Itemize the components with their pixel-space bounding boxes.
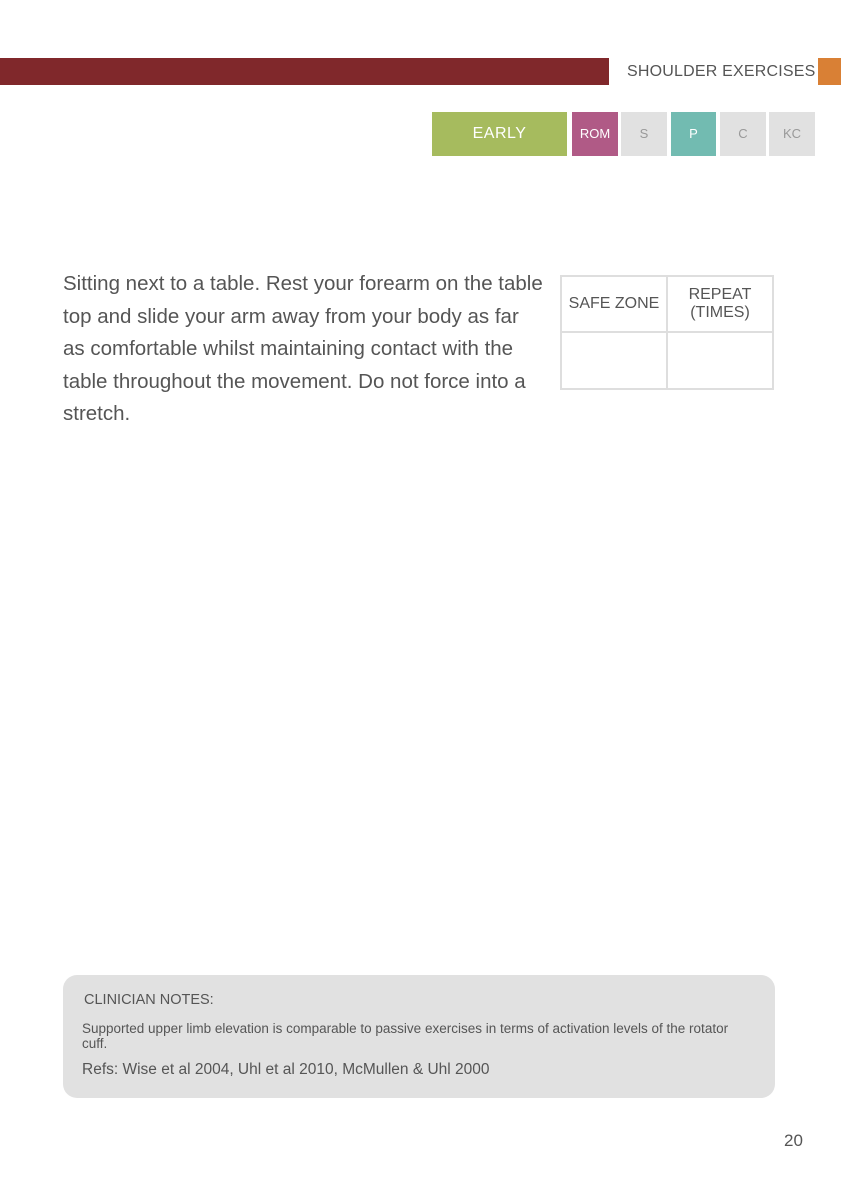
clinician-notes-refs: Refs: Wise et al 2004, Uhl et al 2010, McMullen & Uhl 2000 (82, 1061, 490, 1078)
page-number: 20 (784, 1131, 803, 1150)
safe-zone-value[interactable] (561, 332, 667, 389)
category-tag-c: C (720, 112, 766, 156)
exercise-tracker-table (560, 275, 774, 390)
repeat-times-value[interactable] (667, 332, 773, 389)
header-accent-square (818, 58, 841, 85)
repeat-times-header: REPEAT (TIMES) (667, 276, 773, 332)
section-title: SHOULDER EXERCISES (627, 63, 816, 80)
stage-tag-early: EARLY (432, 112, 567, 156)
clinician-notes-title: CLINICIAN NOTES: (84, 992, 214, 1008)
clinician-notes-body: Supported upper limb elevation is comparable to passive exercises in terms of activation levels of the rotator cuff. (82, 1021, 729, 1051)
category-tag-p: P (671, 112, 716, 156)
tracker-header-row (561, 276, 773, 332)
category-tag-s: S (621, 112, 667, 156)
exercise-instructions: Sitting next to a table. Rest your forearm on the table top and slide your arm away from your body as far as comfortable whilst maintaining contact with the table throughout the movement. Do not force into a stretch. (63, 272, 543, 425)
header-accent-bar (0, 58, 609, 85)
category-tag-rom: ROM (572, 112, 618, 156)
tracker-value-row (561, 332, 773, 389)
clinician-notes-panel (63, 975, 775, 1098)
safe-zone-header: SAFE ZONE (561, 276, 667, 332)
category-tag-kc: KC (769, 112, 815, 156)
